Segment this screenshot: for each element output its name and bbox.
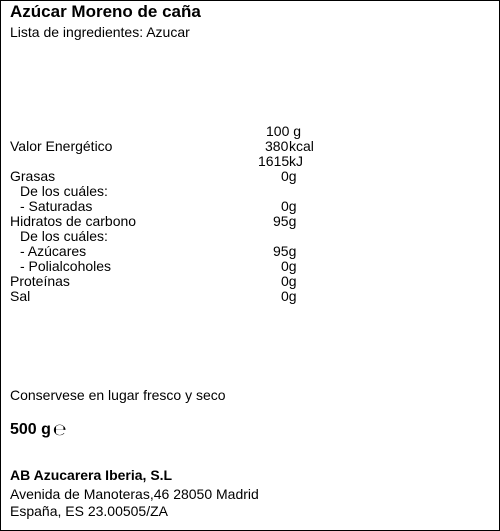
energy-kcal-unit: kcal (289, 138, 314, 154)
polyols-value: 0g (281, 258, 297, 274)
polyols-label: - Polialcoholes (20, 258, 112, 274)
protein-value: 0g (281, 273, 297, 289)
sugars-value: 95g (273, 243, 297, 259)
energy-kcal-value: 380 (265, 138, 289, 154)
product-title: Azúcar Moreno de caña (10, 2, 201, 21)
energy-kj-value: 1615 (258, 153, 290, 169)
ingredients-list: Lista de ingredientes: Azucar (10, 24, 190, 40)
fat-value: 0g (281, 168, 297, 184)
net-weight (10, 420, 67, 440)
carbs-of-which-label: De los cuáles: (20, 228, 108, 244)
producer-country-code: España, ES 23.00505/ZA (10, 503, 168, 519)
sugars-label: - Azúcares (20, 243, 87, 259)
carbs-label: Hidratos de carbono (10, 213, 137, 229)
estimated-sign-icon: ℮ (52, 420, 67, 439)
producer-address: Avenida de Manoteras,46 28050 Madrid (10, 486, 259, 502)
salt-label: Sal (10, 288, 31, 304)
salt-value: 0g (281, 288, 297, 304)
fat-label: Grasas (10, 168, 56, 184)
fat-of-which-label: De los cuáles: (20, 183, 108, 199)
energy-kj-unit: kJ (289, 153, 303, 169)
net-weight-value: 500 g (10, 421, 51, 438)
energy-label: Valor Energético (10, 138, 113, 154)
saturated-value: 0g (281, 198, 297, 214)
storage-instructions: Conservese en lugar fresco y seco (10, 387, 226, 403)
producer-name: AB Azucarera Iberia, S.L (10, 467, 173, 483)
saturated-label: - Saturadas (20, 198, 93, 214)
protein-label: Proteínas (10, 273, 70, 289)
carbs-value: 95g (273, 213, 297, 229)
nutrition-per-header: 100 g (266, 123, 302, 139)
